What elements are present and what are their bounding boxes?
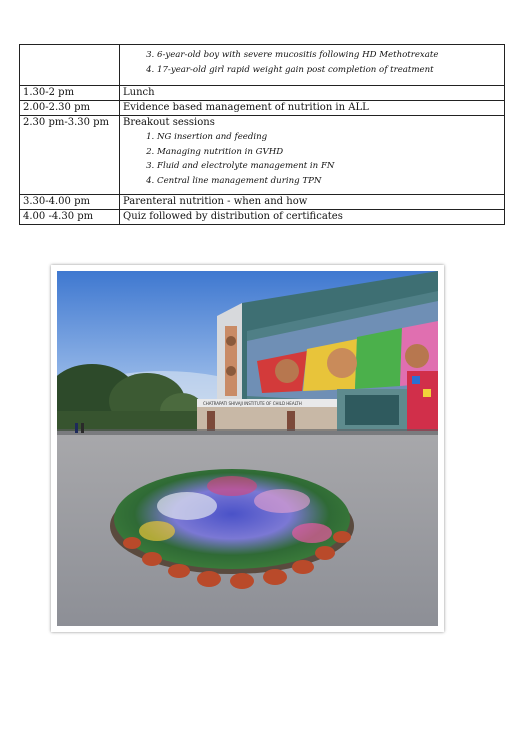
topic-cell: Quiz followed by distribution of certificates — [120, 210, 505, 225]
table-row — [20, 116, 505, 195]
case-list — [123, 45, 501, 77]
table-row — [20, 45, 505, 86]
hospital-photo — [57, 271, 438, 626]
topic-cell: Lunch — [120, 86, 505, 101]
photo-frame — [51, 265, 444, 632]
table-row — [20, 101, 505, 116]
case-item: 3. 6-year-old boy with severe mucositis following HD Methotrexate — [157, 48, 501, 63]
breakout-item: 2. Managing nutrition in GVHD — [157, 145, 501, 160]
topic-cell: Parenteral nutrition - when and how — [120, 195, 505, 210]
time-cell: 4.00 -4.30 pm — [20, 210, 120, 225]
case-item: 4. 17-year-old girl rapid weight gain post completion of treatment — [157, 63, 501, 78]
table-row — [20, 195, 505, 210]
topic-cell: Evidence based management of nutrition in ALL — [120, 101, 505, 116]
table-row — [20, 86, 505, 101]
schedule-table — [19, 44, 505, 225]
breakout-item: 1. NG insertion and feeding — [157, 130, 501, 145]
breakout-item: 4. Central line management during TPN — [157, 174, 501, 189]
breakout-item: 3. Fluid and electrolyte management in FN — [157, 159, 501, 174]
time-cell: 2.00-2.30 pm — [20, 101, 120, 116]
table-row — [20, 210, 505, 225]
person — [75, 423, 78, 433]
time-cell: 3.30-4.00 pm — [20, 195, 120, 210]
time-cell-empty — [20, 45, 120, 86]
building-sign: CHATRAPATI SHIVAJI INSTITUTE OF CHILD HEALTH — [203, 401, 302, 406]
topic-title: Breakout sessions — [123, 117, 215, 128]
topic-cell — [120, 116, 505, 195]
time-cell: 1.30-2 pm — [20, 86, 120, 101]
time-cell: 2.30 pm-3.30 pm — [20, 116, 120, 195]
breakout-list — [123, 130, 501, 194]
person — [81, 423, 84, 433]
topic-cell — [120, 45, 505, 86]
